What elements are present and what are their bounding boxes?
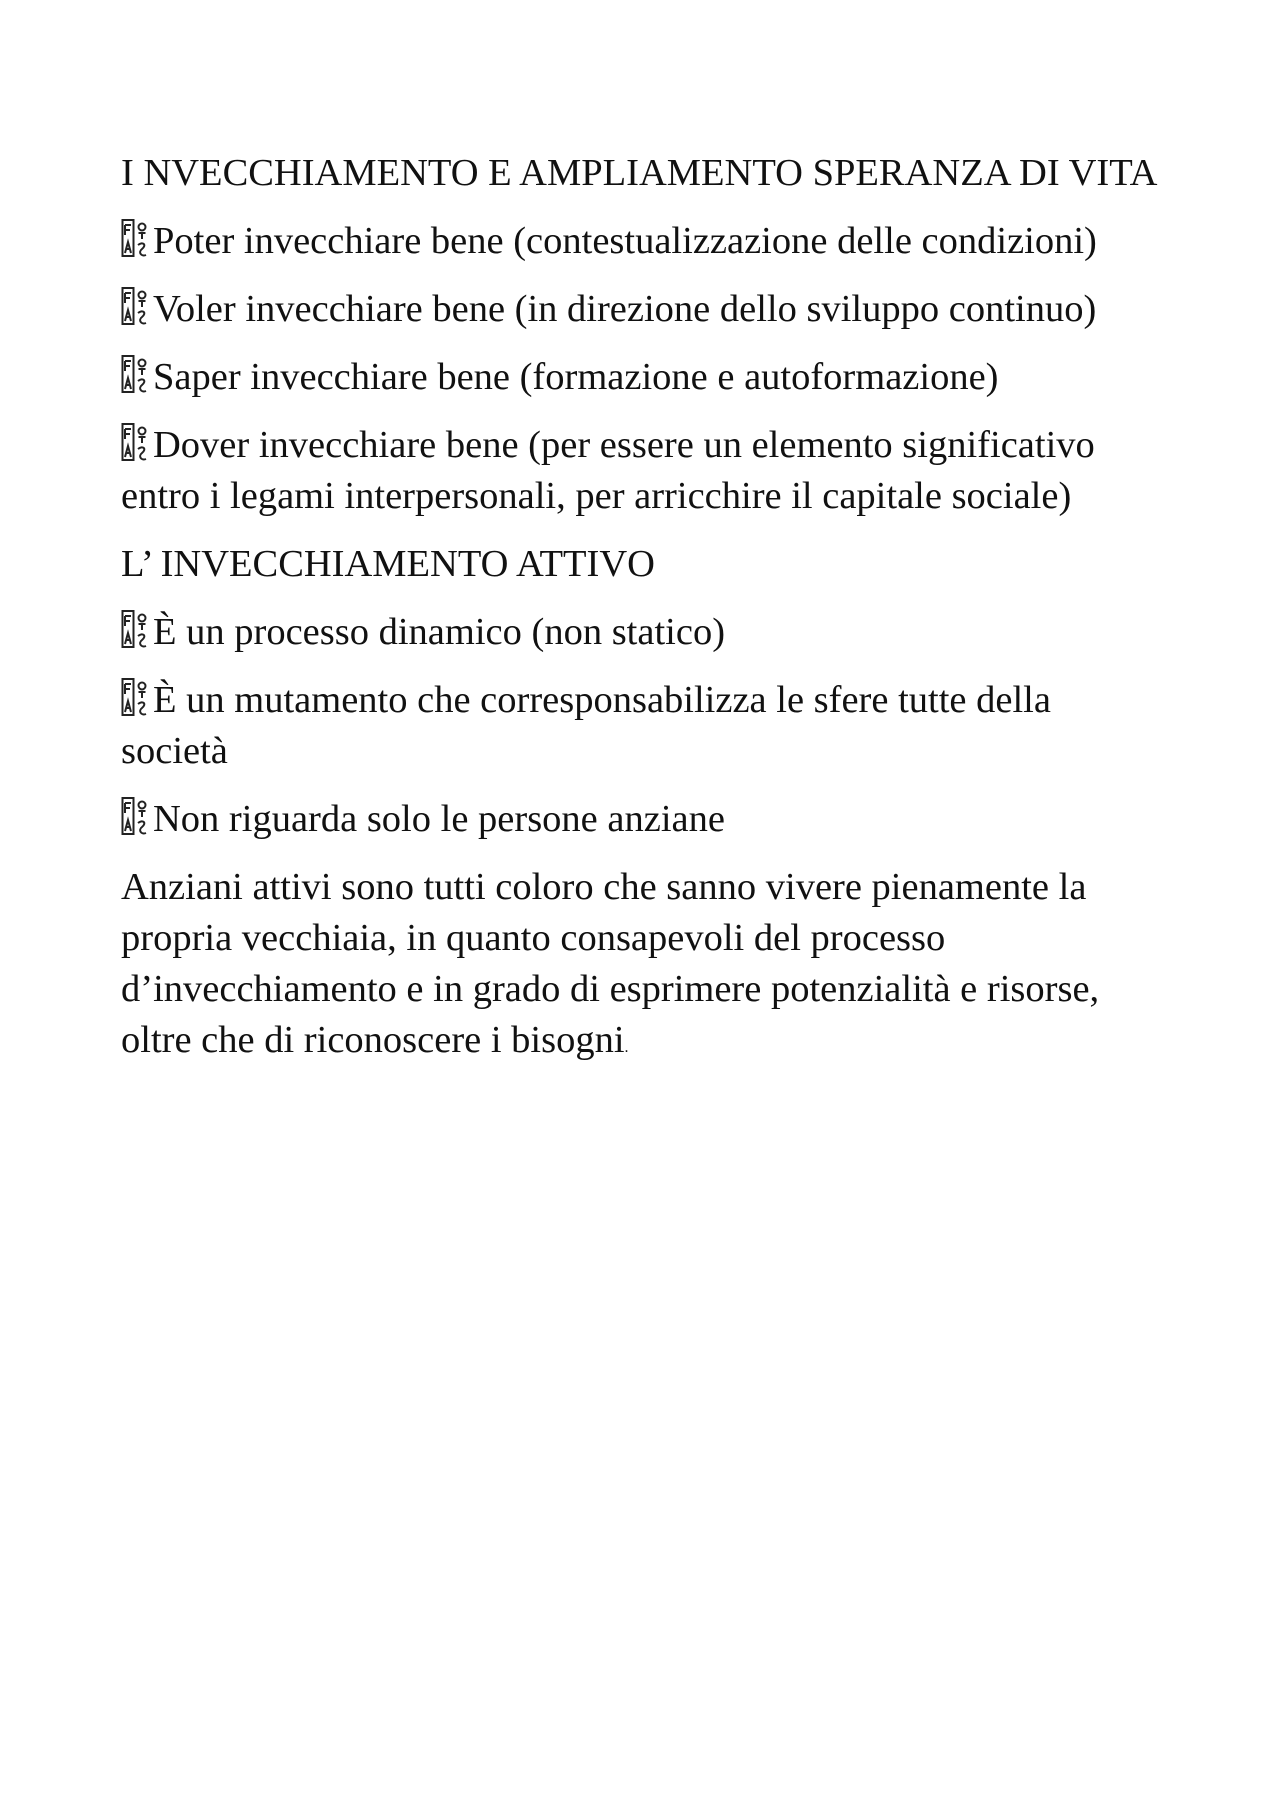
missing-glyph-icon xyxy=(121,608,151,652)
document-page xyxy=(121,148,1161,1083)
list-item: Voler invecchiare bene (in direzione dello sviluppo continuo) xyxy=(121,284,1161,335)
missing-glyph-icon xyxy=(121,285,151,329)
list-item: Poter invecchiare bene (contestualizzazione delle condizioni) xyxy=(121,216,1161,267)
list-item: Dover invecchiare bene (per essere un elemento significativo entro i legami interpersonali, per arricchire il capitale sociale) xyxy=(121,420,1161,522)
closing-paragraph xyxy=(121,862,1161,1066)
missing-glyph-icon xyxy=(121,353,151,397)
missing-glyph-icon xyxy=(121,795,151,839)
list-item: È un mutamento che corresponsabilizza le sfere tutte della società xyxy=(121,675,1161,777)
list-item: Saper invecchiare bene (formazione e autoformazione) xyxy=(121,352,1161,403)
missing-glyph-icon xyxy=(121,421,151,465)
section-heading-invecchiamento: I NVECCHIAMENTO E AMPLIAMENTO SPERANZA DI VITA xyxy=(121,152,1158,194)
closing-period: . xyxy=(624,1039,629,1056)
list-item: Non riguarda solo le persone anziane xyxy=(121,794,1161,845)
list-item: È un processo dinamico (non statico) xyxy=(121,607,1161,658)
missing-glyph-icon xyxy=(121,676,151,720)
section-heading-invecchiamento-attivo: L’ INVECCHIAMENTO ATTIVO xyxy=(121,543,655,585)
closing-paragraph-text: Anziani attivi sono tutti coloro che sanno vivere pienamente la propria vecchiaia, in quanto consapevoli del processo d’invecchiamento e in grado di esprimere potenzialità e risorse, oltre che di riconoscere i bisogni xyxy=(121,866,1100,1061)
missing-glyph-icon xyxy=(121,217,151,261)
